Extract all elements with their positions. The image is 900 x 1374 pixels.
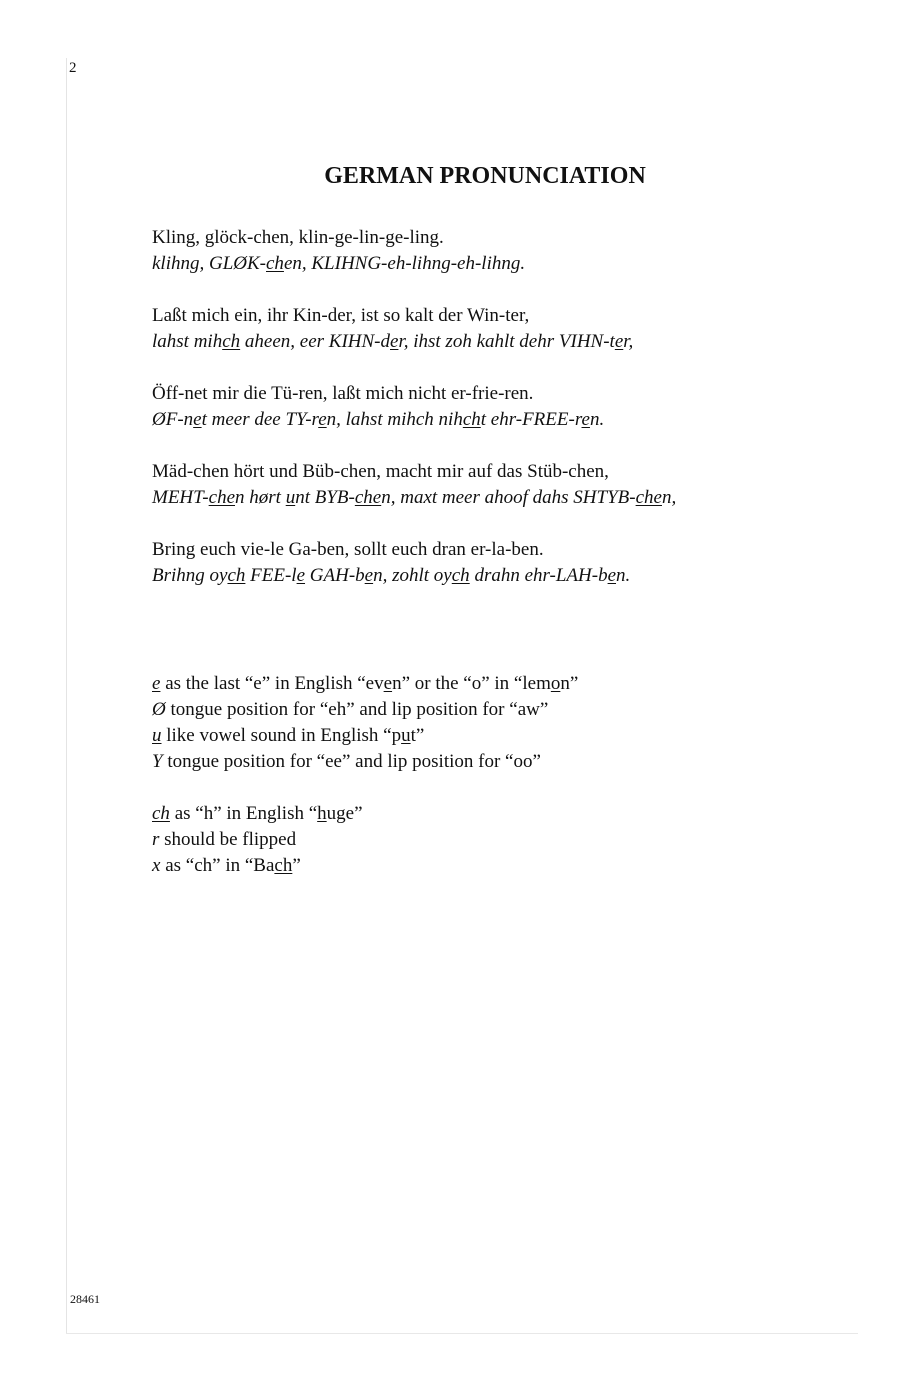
verses-section [152,225,872,615]
underlined-sound: e [364,565,374,586]
underlined-sound: e [607,565,617,586]
verse-4 [152,459,872,511]
catalog-number: 28461 [70,1292,100,1306]
underlined-sound: e [614,331,624,352]
text-run: tongue position for “ee” and lip position for “oo” [162,751,541,772]
underlined-sound: che [635,487,662,508]
text-run: t ehr-FREE-r [480,409,582,430]
underlined-sound: che [208,487,236,508]
text-run: n, maxt meer ahoof dahs SHTYB- [381,487,636,508]
text-run: n hørt [235,487,286,508]
text-run: as the last “e” in English “ev [160,673,384,694]
key-description [163,751,541,772]
underlined-symbol: ch [152,803,170,824]
text-run: FEE-l [245,565,297,586]
page-border-left [66,58,67,1334]
german-lyric-line: Öff-net mir die Tü-ren, laßt mich nicht er-frie-ren. [152,383,534,404]
german-lyric-line: Mäd-chen hört und Büb-chen, macht mir auf das Stüb-chen, [152,461,609,482]
text-run: n, zohlt oy [373,565,452,586]
underlined-sound: e [383,673,393,694]
underlined-sound: ch [462,409,481,430]
key-description [170,803,363,824]
text-run: ” [292,855,301,876]
underlined-sound: e [318,409,327,430]
underlined-sound: ch [266,253,284,274]
key-description [160,855,300,876]
text-run: like vowel sound in English “p [161,725,402,746]
german-lyric-line: Kling, glöck-chen, klin-ge-lin-ge-ling. [152,227,444,248]
german-lyric-line: Laßt mich ein, ihr Kin-der, ist so kalt der Win-ter, [152,305,530,326]
underlined-sound: che [354,487,382,508]
text-run: Brihng oy [152,565,228,586]
underlined-sound: ch [451,565,470,586]
text-run: r, ihst zoh kahlt dehr VIHN-t [398,331,615,352]
underlined-sound: h [317,803,327,824]
key-description [160,673,578,694]
phonetic-line [152,563,872,589]
key-symbol: r [152,829,160,850]
key-symbol: x [152,855,161,876]
key-description [166,699,549,720]
text-run: drahn ehr-LAH-b [469,565,608,586]
key-description [162,725,425,746]
german-lyric-line: Bring euch vie-le Ga-ben, sollt euch dran er-la-ben. [152,539,544,560]
phonetic-line [152,251,872,277]
key-line-e [152,671,578,697]
text-run: n” [560,673,579,694]
underlined-sound: e [390,331,399,352]
key-line-o-slash [152,697,578,723]
underlined-sound: ch [222,331,241,352]
text-run: en, KLIHNG-eh-lihng-eh-lihng. [283,253,526,274]
underlined-symbol: e [152,673,161,694]
key-description [159,829,296,850]
verse-2 [152,303,872,355]
key-symbol: Y [152,751,163,772]
text-run: as “h” in English “ [169,803,318,824]
text-run: lahst mih [152,331,223,352]
phonetic-line [152,485,872,511]
underlined-sound: ch [274,855,293,876]
underlined-symbol: u [152,725,162,746]
page-number: 2 [69,60,77,76]
text-run: t meer dee TY-r [201,409,319,430]
underlined-sound: ch [227,565,246,586]
key-line-u [152,723,578,749]
text-run: klihng, GLØK- [152,253,266,274]
key-line-x [152,853,363,879]
text-run: nt BYB- [295,487,355,508]
key-line-r [152,827,363,853]
page-border-bottom [66,1333,858,1334]
text-run: n. [589,409,605,430]
key-line-ch [152,801,363,827]
underlined-sound: e [193,409,202,430]
text-run: aheen, eer KIHN-d [240,331,390,352]
text-run: ØF-n [152,409,194,430]
text-run: MEHT- [152,487,209,508]
key-symbol: Ø [152,699,166,720]
key-line-y [152,749,578,775]
vowel-key [152,671,578,775]
page-title: GERMAN PRONUNCIATION [324,163,646,189]
underlined-sound: u [285,487,296,508]
text-run: should be flipped [159,829,297,850]
underlined-sound: u [401,725,411,746]
text-run: n, [661,487,677,508]
text-run: n” or the “o” in “lem [392,673,551,694]
key-symbol [152,803,170,824]
text-run: n. [616,565,631,586]
text-run: t” [410,725,425,746]
text-run: as “ch” in “Ba [160,855,275,876]
consonant-key [152,801,363,879]
verse-3 [152,381,872,433]
underlined-sound: e [581,409,590,430]
text-run: GAH-b [305,565,365,586]
underlined-sound: e [296,565,306,586]
phonetic-line [152,407,872,433]
phonetic-line [152,329,872,355]
text-run: uge” [326,803,363,824]
text-run: r, [623,331,634,352]
text-run: tongue position for “eh” and lip position for “aw” [165,699,549,720]
verse-1 [152,225,872,277]
text-run: n, lahst mihch nih [326,409,463,430]
underlined-sound: o [550,673,561,694]
key-symbol [152,725,162,746]
verse-5 [152,537,872,589]
